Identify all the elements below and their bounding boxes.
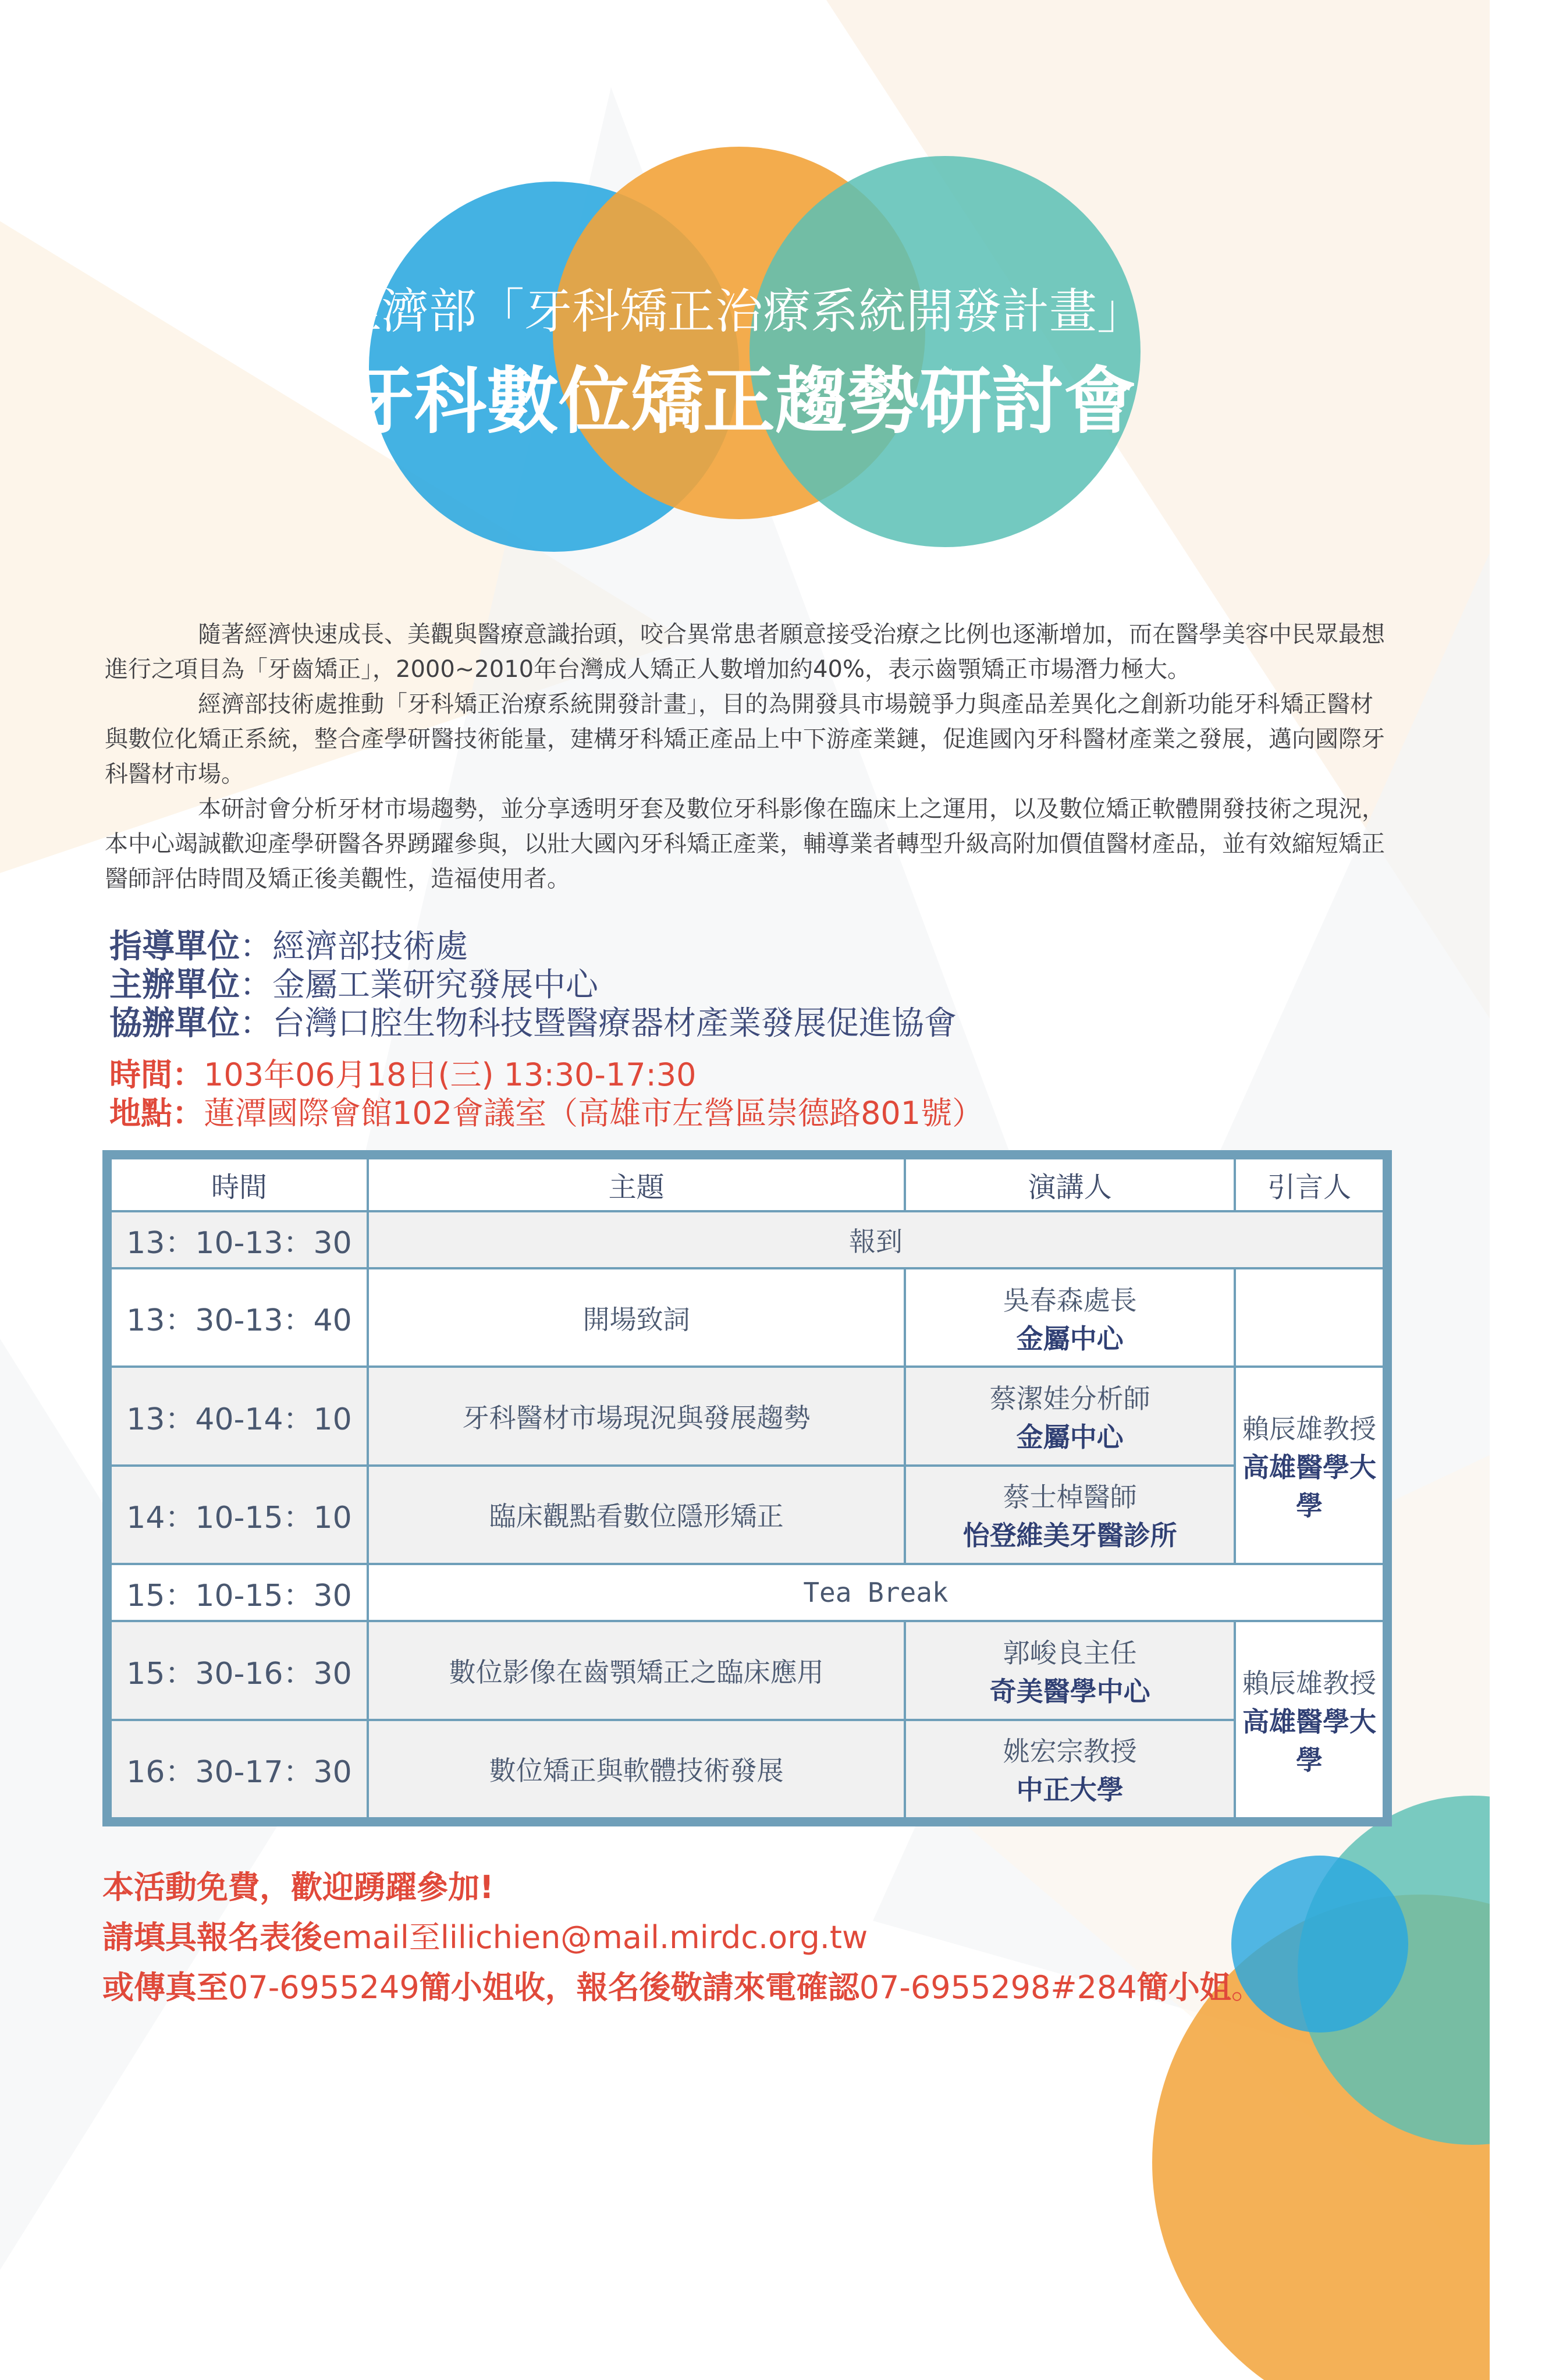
session-topic: 牙科醫材市場現況與發展趨勢 xyxy=(368,1367,905,1465)
co-organizer xyxy=(109,998,957,1044)
session-topic: 數位影像在齒顎矯正之臨床應用 xyxy=(368,1621,905,1719)
session-topic: 數位矯正與軟體技術發展 xyxy=(368,1720,905,1818)
separator: ： xyxy=(172,1056,204,1093)
event-place-value: 蓮潭國際會館102會議室（高雄市左營區崇德路801號） xyxy=(204,1095,984,1132)
speaker-org: 金屬中心 xyxy=(1016,1421,1124,1453)
registration-cell: 報到 xyxy=(368,1211,1384,1268)
table-row xyxy=(111,1466,1384,1564)
confirm-text: 簡小姐收，報名後敬請來電確認 xyxy=(419,1969,859,2006)
separator: ： xyxy=(240,966,272,1004)
header-moderator: 引言人 xyxy=(1235,1158,1384,1211)
header-topic: 主題 xyxy=(368,1158,905,1211)
session-topic: 開場致詞 xyxy=(368,1268,905,1367)
speaker-name: 郭峻良主任 xyxy=(1003,1637,1137,1669)
session-moderator xyxy=(1235,1621,1384,1818)
moderator-name: 賴辰雄教授 xyxy=(1242,1413,1376,1445)
session-time: 15：30-16：30 xyxy=(111,1621,368,1719)
email-address-link[interactable]: email至lilichien@mail.mirdc.org.tw xyxy=(322,1919,868,1956)
co-organizer-label: 協辦單位 xyxy=(109,1005,240,1042)
session-time: 13：10-13：30 xyxy=(111,1211,368,1268)
header-speaker: 演講人 xyxy=(905,1158,1235,1211)
intro-paragraph: 本研討會分析牙材市場趨勢，並分享透明牙套及數位牙科影像在臨床上之運用，以及數位矯正軟體開發技術之現況，本中心竭誠歡迎產學研醫各界踴躍參與，以壯大國內牙科矯正產業，輔導業者轉型升級高附加價值醫材產品，並有效縮短矯正醫師評估時間及矯正後美觀性，造福使用者。 xyxy=(105,796,1385,892)
speaker-name: 蔡潔娃分析師 xyxy=(989,1383,1150,1415)
table-header-row xyxy=(111,1158,1384,1211)
speaker-name: 蔡士棹醫師 xyxy=(1003,1481,1137,1513)
event-time-label: 時間 xyxy=(109,1056,172,1093)
session-time: 16：30-17：30 xyxy=(111,1720,368,1818)
fax-line xyxy=(102,1963,1263,2013)
guide-unit-value: 經濟部技術處 xyxy=(272,928,468,966)
moderator-name: 賴辰雄教授 xyxy=(1242,1667,1376,1699)
session-moderator xyxy=(1235,1367,1384,1564)
separator: ： xyxy=(240,1005,272,1042)
session-speaker xyxy=(905,1720,1235,1818)
email-line xyxy=(102,1913,1263,1963)
event-time-value: 103年06月18日(三) 13:30-17:30 xyxy=(204,1056,697,1093)
table-row xyxy=(111,1211,1384,1268)
table-row xyxy=(111,1621,1384,1719)
table-row xyxy=(111,1720,1384,1818)
speaker-name: 吳春森處長 xyxy=(1003,1284,1137,1316)
event-place-label: 地點 xyxy=(109,1095,172,1132)
fax-label: 或傳真至 xyxy=(102,1969,228,2006)
session-speaker xyxy=(905,1268,1235,1367)
registration-info xyxy=(102,1863,1263,2013)
table-row xyxy=(111,1564,1384,1621)
session-time: 13：40-14：10 xyxy=(111,1367,368,1465)
table-row xyxy=(111,1268,1384,1367)
table-row xyxy=(111,1367,1384,1465)
phone-number: 07-6955298#284 xyxy=(859,1969,1137,2006)
session-time: 15：10-15：30 xyxy=(111,1564,368,1621)
event-place xyxy=(109,1088,983,1133)
free-admission-line: 本活動免費，歡迎踴躍參加! xyxy=(102,1869,494,1906)
session-time: 14：10-15：10 xyxy=(111,1466,368,1564)
header-time: 時間 xyxy=(111,1158,368,1211)
intro-paragraph: 隨著經濟快速成長、美觀與醫療意識抬頭，咬合異常患者願意接受治療之比例也逐漸增加，而在醫學美容中民眾最想進行之項目為「牙齒矯正」，2000~2010年台灣成人矯正人數增加約40%，表示齒顎矯正市場潛力極大。 xyxy=(105,621,1385,683)
event-subtitle: 經濟部「牙科矯正治療系統開發計畫」 xyxy=(333,284,1145,339)
intro-paragraph: 經濟部技術處推動「牙科矯正治療系統開發計畫」，目的為開發具市場競爭力與產品差異化之創新功能牙科矯正醫材與數位化矯正系統，整合產學研醫技術能量，建構牙科矯正產品上中下游產業鏈，促進國內牙科醫材產業之發展，邁向國際牙科醫材市場。 xyxy=(105,691,1385,788)
speaker-name: 姚宏宗教授 xyxy=(1003,1736,1137,1768)
separator: ： xyxy=(172,1095,204,1132)
separator: ： xyxy=(240,928,272,966)
session-speaker xyxy=(905,1621,1235,1719)
fax-number: 07-6955249 xyxy=(228,1969,420,2006)
host-unit-value: 金屬工業研究發展中心 xyxy=(272,966,598,1004)
intro-text xyxy=(105,617,1385,896)
host-unit-label: 主辦單位 xyxy=(109,966,240,1004)
right-margin xyxy=(1490,0,1563,2380)
speaker-org: 中正大學 xyxy=(1016,1774,1124,1806)
session-time: 13：30-13：40 xyxy=(111,1268,368,1367)
session-topic: 臨床觀點看數位隱形矯正 xyxy=(368,1466,905,1564)
email-label: 請填具報名表後 xyxy=(102,1919,322,1956)
speaker-org: 金屬中心 xyxy=(1016,1322,1124,1354)
empty-moderator-cell xyxy=(1235,1268,1384,1367)
guide-unit-label: 指導單位 xyxy=(109,928,240,966)
session-speaker xyxy=(905,1367,1235,1465)
contact-name: 簡小姐 xyxy=(1136,1969,1231,2006)
session-speaker xyxy=(905,1466,1235,1564)
moderator-org: 高雄醫學大學 xyxy=(1242,1451,1376,1521)
speaker-org: 奇美醫學中心 xyxy=(989,1676,1150,1707)
period: 。 xyxy=(1231,1969,1263,2006)
moderator-org: 高雄醫學大學 xyxy=(1242,1705,1376,1776)
event-title: 牙科數位矯正趨勢研討會 xyxy=(342,360,1136,444)
tea-break-cell: Tea Break xyxy=(368,1564,1384,1621)
speaker-org: 怡登維美牙醫診所 xyxy=(962,1520,1177,1552)
agenda-table xyxy=(102,1150,1392,1826)
co-organizer-value: 台灣口腔生物科技暨醫療器材產業發展促進協會 xyxy=(272,1005,957,1042)
